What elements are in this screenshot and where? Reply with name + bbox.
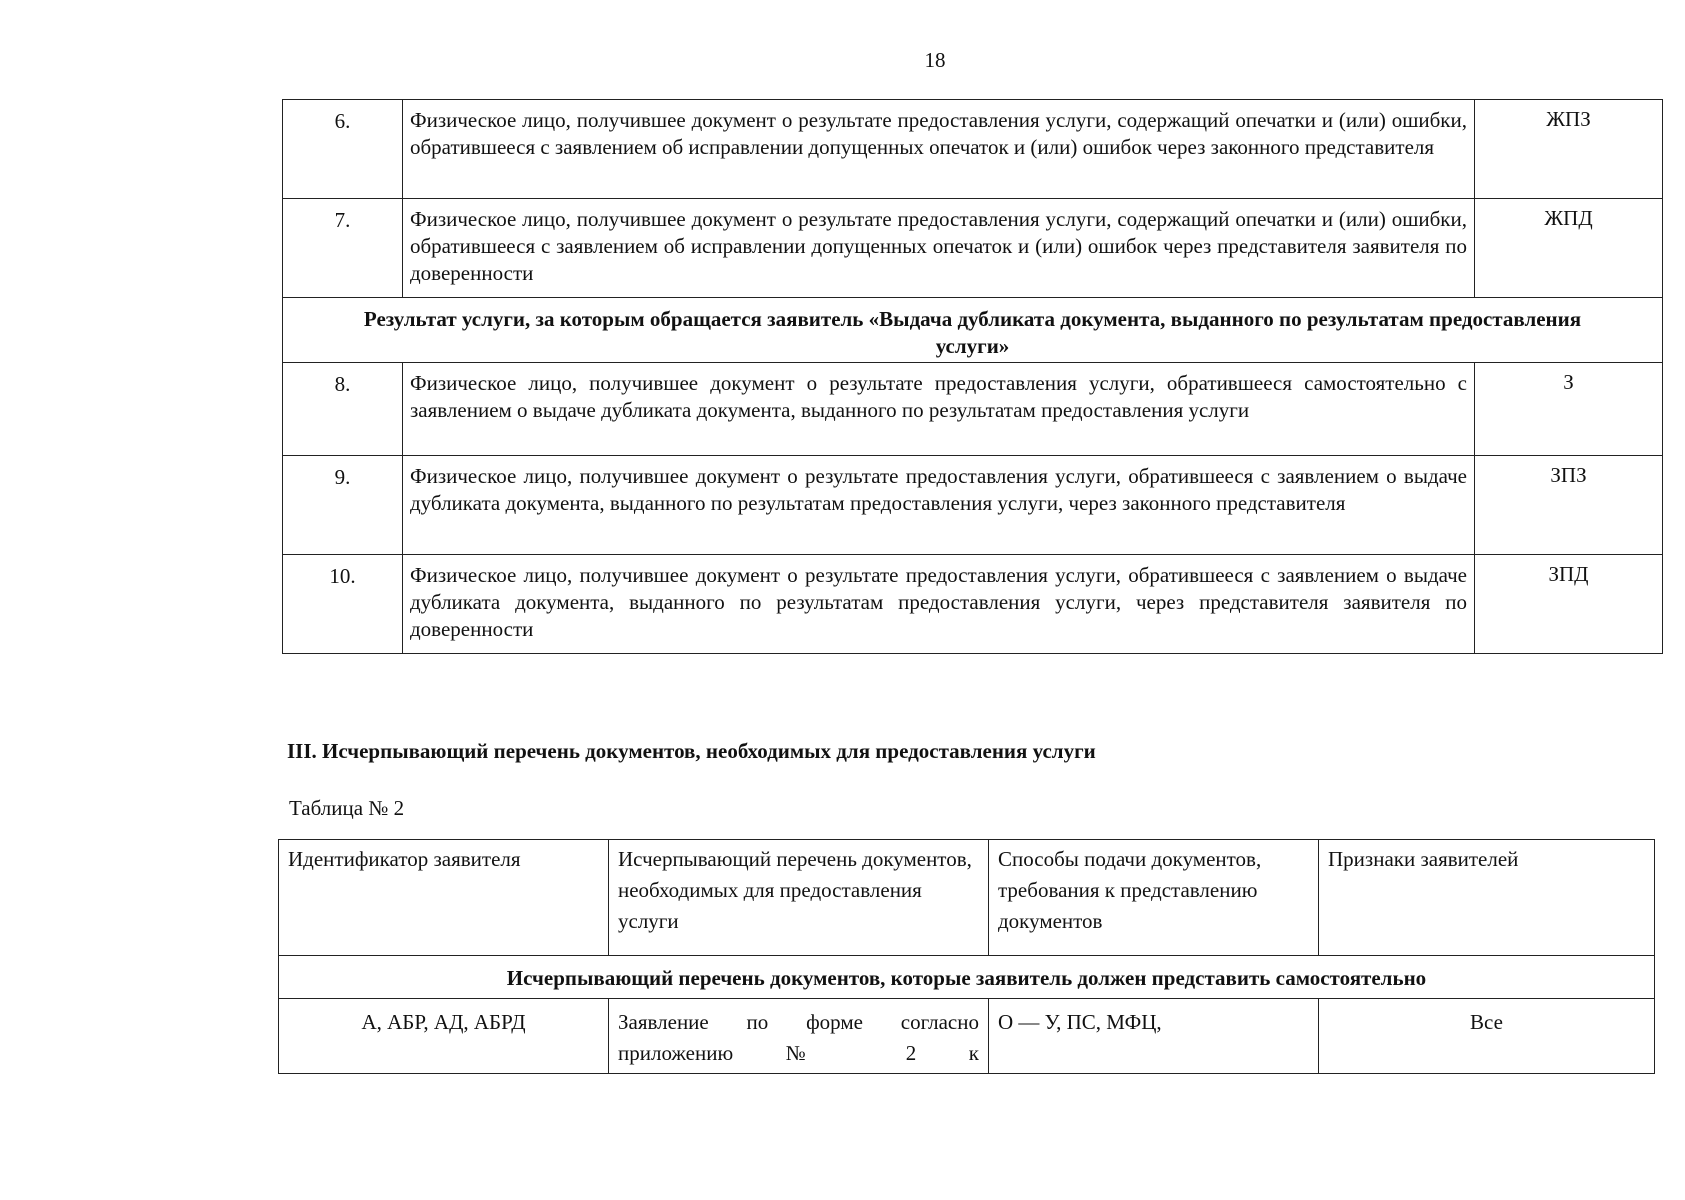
applicant-variants-table xyxy=(282,99,1663,654)
row-description: Физическое лицо, получившее документ о результате предоставления услуги, содержащий опечатки и (или) ошибки, обратившееся с заявлением об исправлении допущенных опечаток и (или) ошибок через законного представителя xyxy=(403,100,1475,199)
table-row xyxy=(283,363,1663,456)
table-row xyxy=(283,100,1663,199)
row-code: З xyxy=(1475,363,1663,456)
row-number: 6. xyxy=(283,100,403,199)
applicant-id-cell: А, АБР, АД, АБРД xyxy=(279,999,609,1074)
row-description: Физическое лицо, получившее документ о результате предоставления услуги, обратившееся самостоятельно с заявлением о выдаче дубликата документа, выданного по результатам предоставления услуги xyxy=(403,363,1475,456)
row-code: ЗПЗ xyxy=(1475,456,1663,555)
row-description: Физическое лицо, получившее документ о результате предоставления услуги, обратившееся с заявлением о выдаче дубликата документа, выданного по результатам предоставления услуги, через представителя заявителя по доверенности xyxy=(403,555,1475,654)
table-group-row xyxy=(283,298,1663,363)
row-number: 8. xyxy=(283,363,403,456)
row-description: Физическое лицо, получившее документ о результате предоставления услуги, содержащий опечатки и (или) ошибки, обратившееся с заявлением об исправлении допущенных опечаток и (или) ошибок через представителя заявителя по доверенности xyxy=(403,199,1475,298)
row-number: 10. xyxy=(283,555,403,654)
table-row xyxy=(283,456,1663,555)
applicant-signs-cell: Все xyxy=(1319,999,1655,1074)
column-header: Исчерпывающий перечень документов, необходимых для предоставления услуги xyxy=(609,840,989,956)
column-header: Признаки заявителей xyxy=(1319,840,1655,956)
row-code: ЖПД xyxy=(1475,199,1663,298)
table-row xyxy=(283,199,1663,298)
submission-method-cell: О — У, ПС, МФЦ, xyxy=(989,999,1319,1074)
table-row xyxy=(279,999,1655,1074)
table-header-row xyxy=(279,840,1655,956)
row-number: 9. xyxy=(283,456,403,555)
row-code: ЖПЗ xyxy=(1475,100,1663,199)
row-code: ЗПД xyxy=(1475,555,1663,654)
page-number: 18 xyxy=(924,48,946,72)
documents-cell: Заявление по форме согласно приложению № 2 к xyxy=(609,999,989,1074)
table-row xyxy=(283,555,1663,654)
row-number: 7. xyxy=(283,199,403,298)
column-header: Способы подачи документов, требования к представлению документов xyxy=(989,840,1319,956)
table-label: Таблица № 2 xyxy=(289,796,405,820)
column-header: Идентификатор заявителя xyxy=(279,840,609,956)
documents-table xyxy=(278,839,1655,1074)
group-header: Исчерпывающий перечень документов, которые заявитель должен представить самостоятельно xyxy=(279,956,1655,999)
table-group-row xyxy=(279,956,1655,999)
section-title: III. Исчерпывающий перечень документов, необходимых для предоставления услуги xyxy=(287,739,1096,763)
row-description: Физическое лицо, получившее документ о результате предоставления услуги, обратившееся с заявлением о выдаче дубликата документа, выданного по результатам предоставления услуги, через законного представителя xyxy=(403,456,1475,555)
group-header: Результат услуги, за которым обращается заявитель «Выдача дубликата документа, выданного по результатам предоставления услуги» xyxy=(283,298,1663,363)
